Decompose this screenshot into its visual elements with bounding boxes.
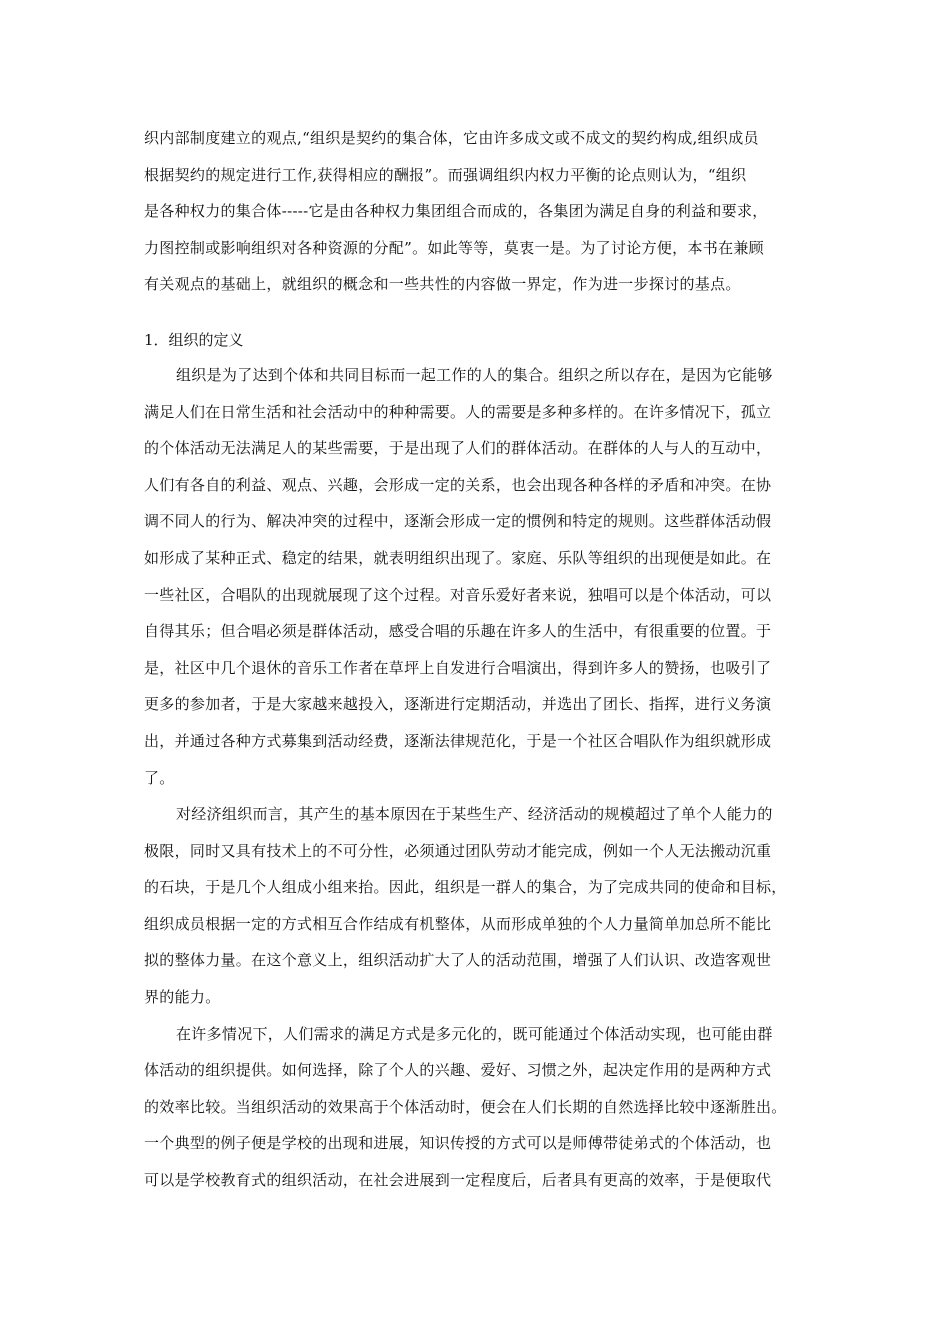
text-line: 满足人们在日常生活和社会活动中的种种需要。人的需要是多种多样的。在许多情况下，孤立	[144, 402, 772, 421]
text-line: 了。	[144, 768, 175, 787]
text-line: 根据契约的规定进行工作,获得相应的酬报”。而强调组织内权力平衡的论点则认为，“组织	[144, 165, 747, 184]
text-line: 出，并通过各种方式募集到活动经费，逐渐法律规范化，于是一个社区合唱队作为组织就形成	[144, 731, 772, 750]
text-line: 界的能力。	[144, 988, 221, 1007]
paragraph-3	[144, 1016, 834, 1199]
text-line: 可以是学校教育式的组织活动，在社会进展到一定程度后，后者具有更高的效率，于是便取代	[144, 1171, 772, 1190]
text-line: 一个典型的例子便是学校的出现和进展，知识传授的方式可以是师傅带徒弟式的个体活动，也	[144, 1134, 772, 1153]
text-line: 力图控制或影响组织对各种资源的分配”。如此等等，莫衷一是。为了讨论方便，本书在兼顾	[144, 238, 764, 257]
text-line: 织内部制度建立的观点,“组织是契约的集合体，它由许多成文或不成文的契约构成,组织成员	[144, 129, 759, 147]
text-line: 组织是为了达到个体和共同目标而一起工作的人的集合。组织之所以存在，是因为它能够	[176, 365, 773, 384]
text-line: 的石块，于是几个人组成小组来抬。因此，组织是一群人的集合，为了完成共同的使命和目标，	[144, 878, 787, 897]
paragraph-1	[144, 357, 834, 796]
text-line: 的个体活动无法满足人的某些需要，于是出现了人们的群体活动。在群体的人与人的互动中，	[144, 439, 772, 458]
text-line: 有关观点的基础上，就组织的概念和一些共性的内容做一界定，作为进一步探讨的基点。	[144, 275, 741, 294]
section-heading: 1．组织的定义	[144, 330, 244, 349]
spacer	[144, 303, 834, 323]
intro-paragraph	[144, 120, 834, 303]
text-line: 是各种权力的集合体-----它是由各种权力集团组合而成的，各集团为满足自身的利益和要求，	[144, 202, 768, 221]
text-line: 人们有各自的利益、观点、兴趣，会形成一定的关系，也会出现各种各样的矛盾和冲突。在协	[144, 475, 772, 494]
paragraph-2	[144, 796, 834, 1016]
text-line: 拟的整体力量。在这个意义上，组织活动扩大了人的活动范围，增强了人们认识、改造客观世	[144, 951, 772, 970]
text-line: 自得其乐；但合唱必须是群体活动，感受合唱的乐趣在许多人的生活中，有很重要的位置。于	[144, 622, 772, 641]
text-line: 是，社区中几个退休的音乐工作者在草坪上自发进行合唱演出，得到许多人的赞扬，也吸引了	[144, 658, 772, 677]
text-line: 调不同人的行为、解决冲突的过程中，逐渐会形成一定的惯例和特定的规则。这些群体活动假	[144, 512, 772, 531]
text-line: 极限，同时又具有技术上的不可分性，必须通过团队劳动才能完成，例如一个人无法搬动沉重	[144, 841, 772, 860]
text-line: 如形成了某种正式、稳定的结果，就表明组织出现了。家庭、乐队等组织的出现便是如此。在	[144, 548, 772, 567]
text-line: 更多的参加者，于是大家越来越投入，逐渐进行定期活动，并选出了团长、指挥，进行义务演	[144, 695, 772, 714]
text-line: 对经济组织而言，其产生的基本原因在于某些生产、经济活动的规模超过了单个人能力的	[176, 805, 773, 824]
text-line: 的效率比较。当组织活动的效果高于个体活动时，便会在人们长期的自然选择比较中逐渐胜出。	[144, 1097, 787, 1116]
text-line: 在许多情况下，人们需求的满足方式是多元化的，既可能通过个体活动实现，也可能由群	[176, 1024, 773, 1043]
document-body	[144, 120, 834, 1199]
text-line: 组织成员根据一定的方式相互合作结成有机整体，从而形成单独的个人力量简单加总所不能比	[144, 914, 772, 933]
text-line: 一些社区，合唱队的出现就展现了这个过程。对音乐爱好者来说，独唱可以是个体活动，可以	[144, 585, 772, 604]
text-line: 体活动的组织提供。如何选择，除了个人的兴趣、爱好、习惯之外，起决定作用的是两种方式	[144, 1061, 772, 1080]
